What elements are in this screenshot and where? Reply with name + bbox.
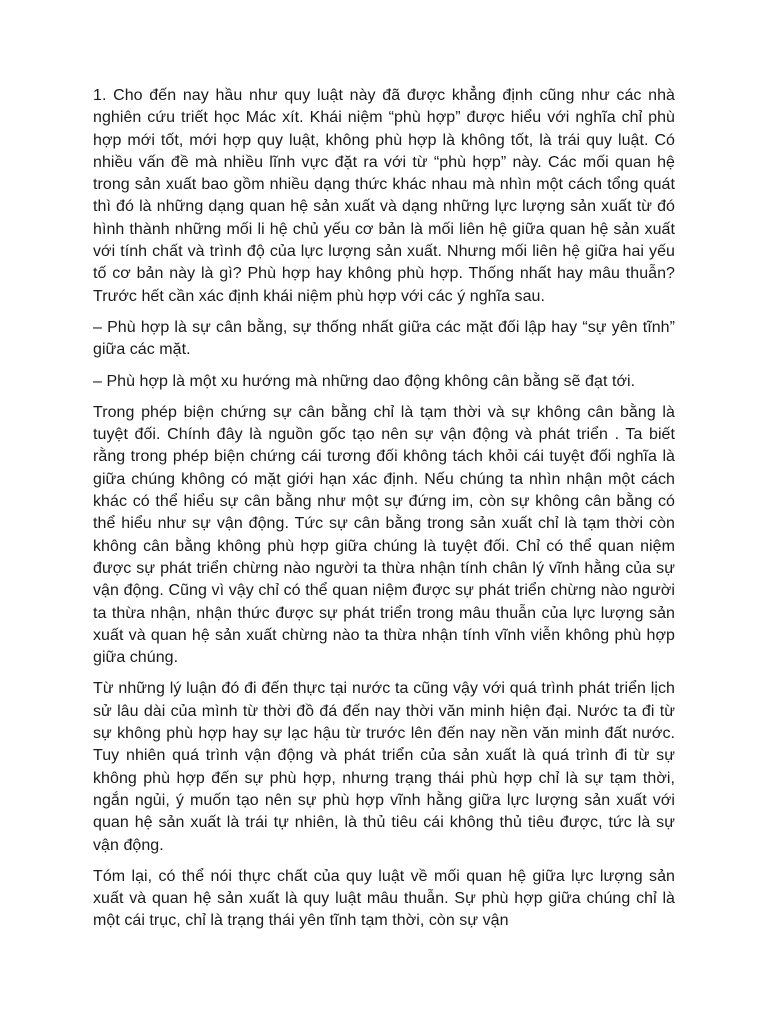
document-body [93, 85, 675, 942]
paragraph-dialectics: Trong phép biện chứng sự cân bằng chỉ là tạm thời và sự không cân bằng là tuyệt đối. Chính đây là nguồn gốc tạo nên sự vận động và phát triển . Ta biết rằng trong phép biện chứng cái tương đối không tách khỏi cái tuyệt đối nghĩa là giữa chúng không có mặt giới hạn xác định. Nếu chúng ta nhìn nhận một cách khác có thể hiểu sự cân bằng như một sự đứng im, còn sự không cân bằng có thể hiểu như sự vận động. Tức sự cân bằng trong sản xuất chỉ là tạm thời còn không cân bằng không phù hợp giữa chúng là tuyệt đối. Chỉ có thể quan niệm được sự phát triển chừng nào người ta thừa nhận tính chân lý vĩnh hằng của sự vận động. Cũng vì vậy chỉ có thể quan niệm được sự phát triển chừng nào người ta thừa nhận, nhận thức được sự phát triển trong mâu thuẫn của lực lượng sản xuất và quan hệ sản xuất chừng nào ta thừa nhận tính vĩnh viễn không phù hợp giữa chúng. [93, 403, 675, 667]
paragraph-definition-1: – Phù hợp là sự cân bằng, sự thống nhất giữa các mặt đối lập hay “sự yên tĩnh” giữa các mặt. [93, 318, 675, 359]
paragraph-vietnam: Từ những lý luận đó đi đến thực tại nước ta cũng vậy với quá trình phát triển lịch sử lâu dài của mình từ thời đồ đá đến nay thời văn minh hiện đại. Nước ta đi từ sự không phù hợp hay sự lạc hậu từ trước lên đến nay nền văn minh đất nước. Tuy nhiên quá trình vận động và phát triển của sản xuất là quá trình đi từ sự không phù hợp đến sự phù hợp, nhưng trạng thái phù hợp chỉ là sự tạm thời, ngắn ngủi, ý muốn tạo nên sự phù hợp vĩnh hằng giữa lực lượng sản xuất với quan hệ sản xuất là trái tự nhiên, là thủ tiêu cái không thủ tiêu được, tức là sự vận động. [93, 680, 675, 854]
paragraph-conclusion: Tóm lại, có thể nói thực chất của quy luật về mối quan hệ giữa lực lượng sản xuất và quan hệ sản xuất là quy luật mâu thuẫn. Sự phù hợp giữa chúng chỉ là một cái trục, chỉ là trạng thái yên tĩnh tạm thời, còn sự vận [93, 867, 675, 930]
paragraph-definition-2: – Phù hợp là một xu hướng mà những dao động không cân bằng sẽ đạt tới. [93, 372, 636, 390]
paragraph-intro: 1. Cho đến nay hầu như quy luật này đã được khẳng định cũng như các nhà nghiên cứu triết học Mác xít. Khái niệm “phù hợp” được hiểu với nghĩa chỉ phù hợp mới tốt, mới hợp quy luật, không phù hợp là không tốt, là trái quy luật. Có nhiều vấn đề mà nhiều lĩnh vực đặt ra với từ “phù hợp” này. Các mối quan hệ trong sản xuất bao gồm nhiều dạng thức khác nhau mà nhìn một cách tổng quát thì đó là những dạng quan hệ sản xuất và dạng những lực lượng sản xuất từ đó hình thành những mối li hệ chủ yếu cơ bản là mối liên hệ giữa quan hệ sản xuất với tính chất và trình độ của lực lượng sản xuất. Nhưng mối liên hệ giữa hai yếu tố cơ bản này là gì? Phù hợp hay không phù hợp. Thống nhất hay mâu thuẫn? Trước hết cần xác định khái niệm phù hợp với các ý nghĩa sau. [93, 87, 675, 305]
